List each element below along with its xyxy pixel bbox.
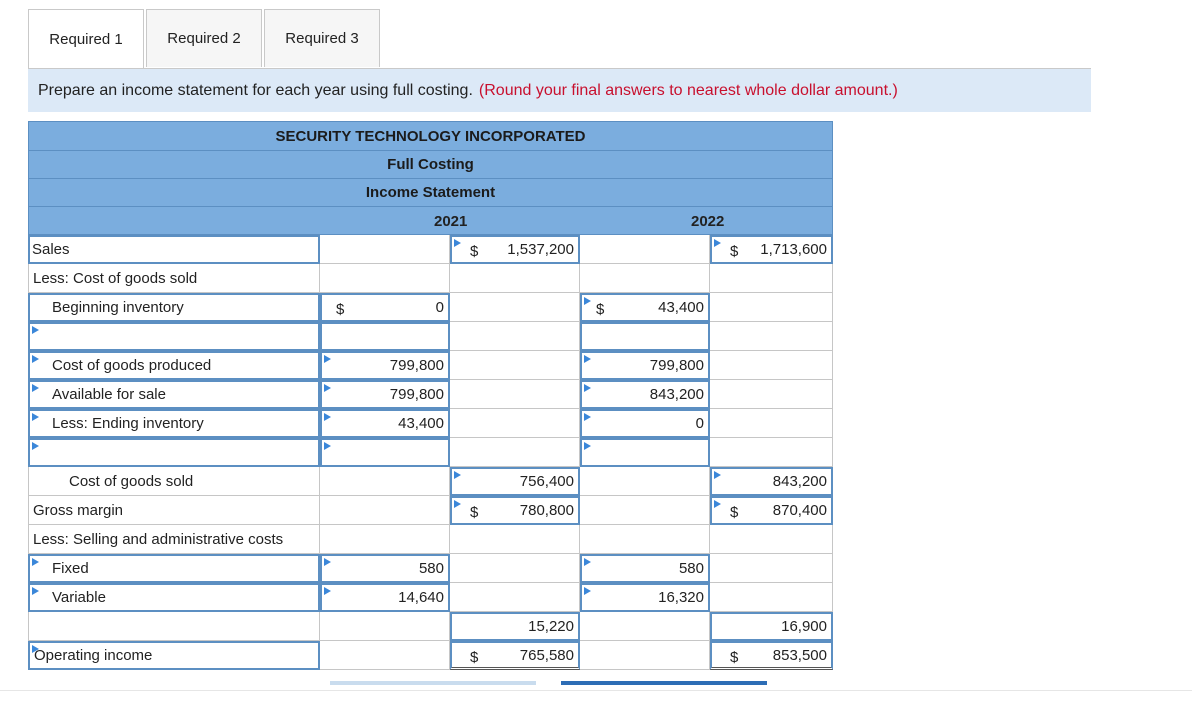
- cost-produced-2022-value: 799,800: [649, 357, 704, 374]
- input-marker-icon: [584, 442, 591, 450]
- tab-required-1[interactable]: Required 1: [28, 9, 144, 68]
- input-marker-icon: [324, 558, 331, 566]
- gross-margin-label: Gross margin: [28, 496, 320, 525]
- sales-2022-sub-cell: [580, 235, 710, 264]
- empty-cell: [450, 525, 580, 554]
- currency-symbol: $: [730, 243, 739, 260]
- empty-cell: [580, 496, 710, 525]
- operating-income-2022-value: 853,500: [772, 646, 827, 664]
- fixed-label: Fixed: [52, 560, 89, 577]
- sa-total-2022-input[interactable]: [710, 612, 833, 641]
- sa-total-2021-value: 15,220: [528, 618, 574, 635]
- sales-2021-input[interactable]: [450, 235, 580, 264]
- cogs-2022-value: 843,200: [772, 473, 827, 490]
- empty-cell: [710, 525, 833, 554]
- input-marker-icon: [32, 645, 39, 653]
- fixed-2021-value: 580: [418, 560, 444, 577]
- input-marker-icon: [714, 471, 721, 479]
- variable-2022-input[interactable]: [580, 583, 710, 612]
- year-2022-label: 2022: [691, 213, 725, 230]
- empty-cell: [710, 322, 833, 351]
- row-cost-produced: [28, 351, 833, 380]
- row-operating-income: [28, 641, 833, 670]
- input-marker-icon: [454, 471, 461, 479]
- costing-method: Full Costing: [28, 150, 833, 178]
- row-cogs: [28, 467, 833, 496]
- blank-2021-input[interactable]: [320, 438, 450, 467]
- row-sales: [28, 235, 833, 264]
- divider: [0, 690, 1192, 691]
- variable-label: Variable: [52, 589, 106, 606]
- beginning-inventory-2021-value: 0: [435, 299, 444, 316]
- input-marker-icon: [584, 413, 591, 421]
- year-header-row: [28, 206, 833, 235]
- input-marker-icon: [32, 413, 39, 421]
- cogs-2021-input[interactable]: [450, 467, 580, 496]
- sa-total-2022-value: 16,900: [781, 618, 827, 635]
- input-marker-icon: [714, 500, 721, 508]
- empty-cell: [580, 612, 710, 641]
- beginning-inventory-2022-value: 43,400: [658, 299, 704, 316]
- operating-income-2021-value: 765,580: [519, 646, 574, 664]
- income-statement: [28, 121, 833, 666]
- beginning-inventory-label-input[interactable]: Beginning inventory: [28, 293, 320, 322]
- empty-cell: [710, 293, 833, 322]
- cogs-label: Cost of goods sold: [28, 467, 320, 496]
- empty-cell: [450, 293, 580, 322]
- input-marker-icon: [32, 355, 39, 363]
- ending-inventory-2021-value: 43,400: [398, 415, 444, 432]
- gross-margin-2021-input[interactable]: [450, 496, 580, 525]
- operating-income-2022-input[interactable]: [710, 641, 833, 670]
- empty-cell: [320, 264, 450, 293]
- row-gross-margin: [28, 496, 833, 525]
- row-less-sa: [28, 525, 833, 554]
- empty-cell: [320, 467, 450, 496]
- row-available: [28, 380, 833, 409]
- currency-symbol: $: [470, 243, 479, 260]
- input-marker-icon: [324, 384, 331, 392]
- empty-cell: [450, 351, 580, 380]
- empty-cell: [710, 554, 833, 583]
- empty-cell: [710, 409, 833, 438]
- gross-margin-2022-input[interactable]: [710, 496, 833, 525]
- cost-produced-label: Cost of goods produced: [52, 357, 212, 374]
- empty-cell: [320, 525, 450, 554]
- operating-income-2021-input[interactable]: [450, 641, 580, 670]
- beginning-inventory-2021-input[interactable]: [320, 293, 450, 322]
- cost-produced-label-input[interactable]: [28, 351, 320, 380]
- row-fixed: [28, 554, 833, 583]
- input-marker-icon: [584, 355, 591, 363]
- sales-2022-value: 1,713,600: [760, 241, 827, 258]
- variable-2021-value: 14,640: [398, 589, 444, 606]
- empty-cell: [580, 641, 710, 670]
- currency-symbol: $: [336, 301, 345, 318]
- year-2021-label: 2021: [434, 213, 468, 230]
- variable-2022-value: 16,320: [658, 589, 704, 606]
- input-marker-icon: [584, 587, 591, 595]
- currency-symbol: $: [470, 649, 479, 666]
- statement-title: Income Statement: [28, 178, 833, 206]
- empty-cell: [320, 641, 450, 670]
- currency-symbol: $: [596, 301, 605, 318]
- empty-cell: [710, 264, 833, 293]
- ending-inventory-2022-input[interactable]: [580, 409, 710, 438]
- ending-inventory-label-input[interactable]: [28, 409, 320, 438]
- fixed-2022-input[interactable]: [580, 554, 710, 583]
- empty-cell: [450, 438, 580, 467]
- fixed-2021-input[interactable]: [320, 554, 450, 583]
- tab-required-3[interactable]: Required 3: [264, 9, 380, 67]
- less-sa-label: Less: Selling and administrative costs: [28, 525, 320, 554]
- input-marker-icon: [584, 297, 591, 305]
- empty-cell: [710, 380, 833, 409]
- blank-2022-input[interactable]: [580, 438, 710, 467]
- input-marker-icon: [324, 355, 331, 363]
- fixed-2022-value: 580: [678, 560, 704, 577]
- row-beginning-inventory: [28, 293, 833, 322]
- operating-income-label-input[interactable]: [28, 641, 320, 670]
- row-less-cogs: [28, 264, 833, 293]
- available-2022-input[interactable]: [580, 380, 710, 409]
- input-marker-icon: [324, 442, 331, 450]
- input-marker-icon: [584, 384, 591, 392]
- empty-cell: [450, 554, 580, 583]
- sales-2021-value: 1,537,200: [507, 241, 574, 258]
- available-label-input[interactable]: [28, 380, 320, 409]
- input-marker-icon: [32, 558, 39, 566]
- tab-bar: [28, 9, 382, 68]
- gross-margin-2022-value: 870,400: [772, 502, 827, 519]
- row-blank-2: [28, 438, 833, 467]
- sa-total-2021-input[interactable]: [450, 612, 580, 641]
- currency-symbol: $: [470, 504, 479, 521]
- row-variable: [28, 583, 833, 612]
- tab-required-2[interactable]: Required 2: [146, 9, 262, 67]
- sales-2022-input[interactable]: [710, 235, 833, 264]
- empty-cell: [710, 351, 833, 380]
- input-marker-icon: [324, 413, 331, 421]
- input-marker-icon: [32, 326, 39, 334]
- sales-2021-sub-cell: [320, 235, 450, 264]
- ending-inventory-label: Less: Ending inventory: [52, 415, 204, 432]
- empty-cell: [450, 322, 580, 351]
- sales-label-input[interactable]: Sales: [28, 235, 320, 264]
- input-marker-icon: [454, 500, 461, 508]
- empty-cell: [580, 467, 710, 496]
- input-marker-icon: [32, 442, 39, 450]
- blank-label-input[interactable]: [28, 438, 320, 467]
- cogs-2022-input[interactable]: [710, 467, 833, 496]
- available-2022-value: 843,200: [649, 386, 704, 403]
- available-2021-input[interactable]: [320, 380, 450, 409]
- input-marker-icon: [714, 239, 721, 247]
- cost-produced-2021-value: 799,800: [389, 357, 444, 374]
- instruction-note: (Round your final answers to nearest whole dollar amount.): [478, 81, 898, 99]
- empty-cell: [320, 612, 450, 641]
- row-ending-inventory: [28, 409, 833, 438]
- blank-label-input[interactable]: [28, 322, 320, 351]
- cost-produced-2022-input[interactable]: [580, 351, 710, 380]
- empty-cell: [450, 409, 580, 438]
- instruction-banner: [28, 69, 1091, 112]
- currency-symbol: $: [730, 649, 739, 666]
- empty-cell: [450, 264, 580, 293]
- empty-cell: [28, 612, 320, 641]
- cost-produced-2021-input[interactable]: [320, 351, 450, 380]
- currency-symbol: $: [730, 504, 739, 521]
- nav-button-next[interactable]: [561, 681, 767, 685]
- company-name: SECURITY TECHNOLOGY INCORPORATED: [28, 121, 833, 150]
- fixed-label-input[interactable]: [28, 554, 320, 583]
- beginning-inventory-2022-input[interactable]: [580, 293, 710, 322]
- available-label: Available for sale: [52, 386, 166, 403]
- less-cogs-label: Less: Cost of goods sold: [28, 264, 320, 293]
- cogs-2021-value: 756,400: [519, 473, 574, 490]
- operating-income-label: Operating income: [34, 647, 153, 664]
- empty-cell: [580, 525, 710, 554]
- gross-margin-2021-value: 780,800: [519, 502, 574, 519]
- input-marker-icon: [32, 384, 39, 392]
- input-marker-icon: [324, 587, 331, 595]
- ending-inventory-2021-input[interactable]: [320, 409, 450, 438]
- empty-cell: [450, 583, 580, 612]
- empty-cell: [580, 264, 710, 293]
- row-blank-1: [28, 322, 833, 351]
- ending-inventory-2022-value: 0: [695, 415, 704, 432]
- variable-2021-input[interactable]: [320, 583, 450, 612]
- empty-cell: [710, 438, 833, 467]
- nav-button-prev[interactable]: [330, 681, 536, 685]
- empty-cell: [710, 583, 833, 612]
- row-sa-total: [28, 612, 833, 641]
- input-marker-icon: [454, 239, 461, 247]
- input-marker-icon: [584, 558, 591, 566]
- input-marker-icon: [32, 587, 39, 595]
- instruction-text: Prepare an income statement for each year using full costing.: [38, 81, 473, 99]
- blank-2021-input[interactable]: [320, 322, 450, 351]
- blank-2022-input[interactable]: [580, 322, 710, 351]
- variable-label-input[interactable]: [28, 583, 320, 612]
- available-2021-value: 799,800: [389, 386, 444, 403]
- empty-cell: [450, 380, 580, 409]
- empty-cell: [320, 496, 450, 525]
